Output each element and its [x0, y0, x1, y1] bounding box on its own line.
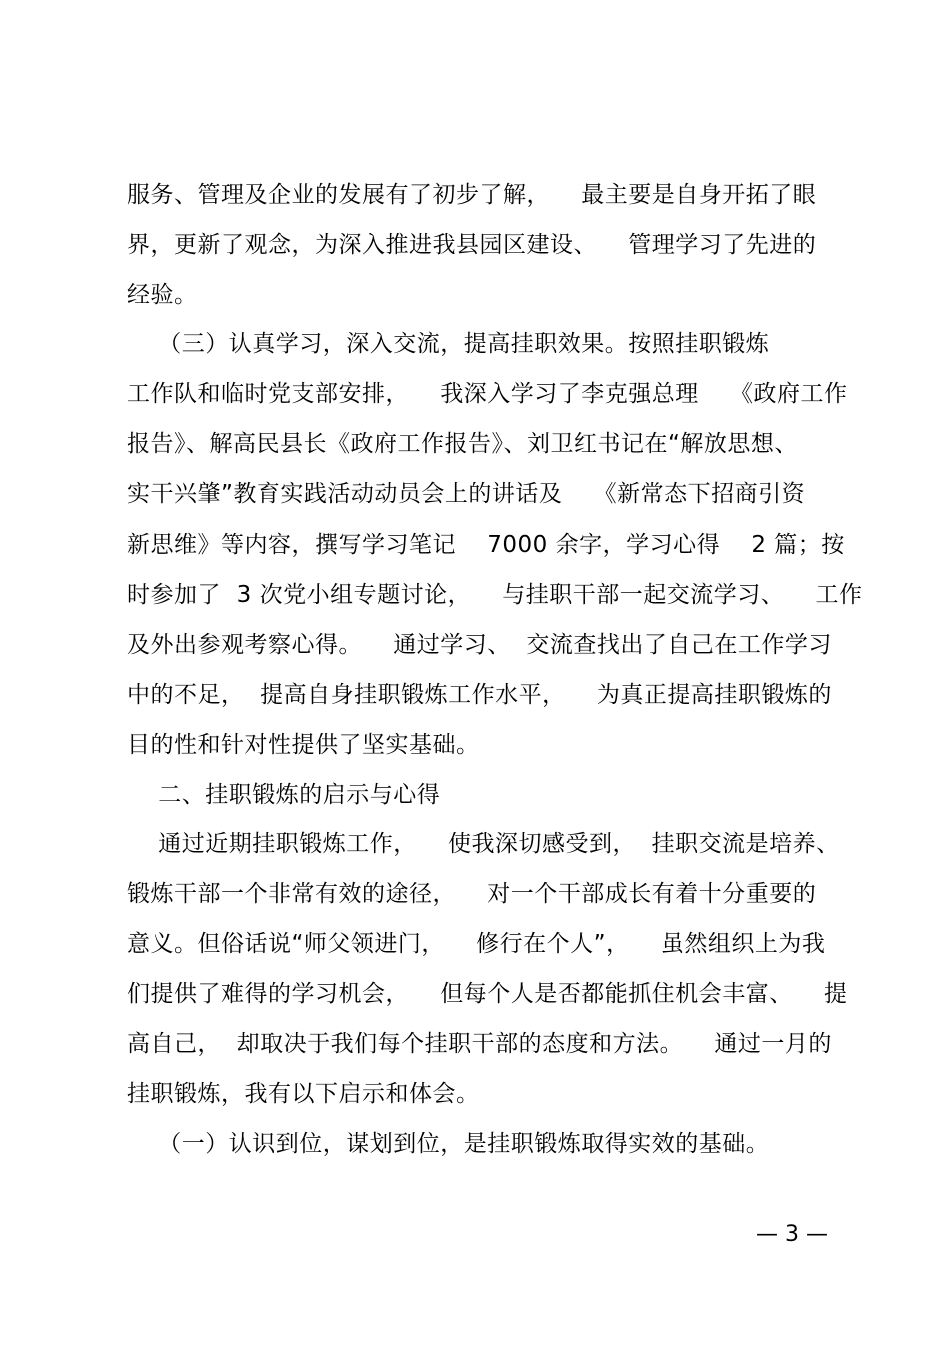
text-line: 目的性和针对性提供了坚实基础。 [127, 732, 480, 758]
section-heading-two: 二、挂职锻炼的启示与心得 [127, 782, 441, 808]
text-line: 锻炼干部一个非常有效的途径， 对一个干部成长有着十分重要的 [127, 881, 817, 907]
text-line: 新思维》等内容，撰写学习笔记 7000 余字，学习心得 2 篇；按 [127, 532, 845, 558]
text-line: 意义。但俗话说“师父领进门， 修行在个人”， 虽然组织上为我 [127, 931, 826, 957]
text-line: 们提供了难得的学习机会， 但每个人是否都能抓住机会丰富、 提 [127, 981, 848, 1007]
section-heading-one: （一）认识到位，谋划到位，是挂职锻炼取得实效的基础。 [127, 1131, 770, 1157]
text-line: 界，更新了观念，为深入推进我县园区建设、 管理学习了先进的 [127, 232, 817, 258]
section-heading-three: （三）认真学习，深入交流，提高挂职效果。按照挂职锻炼 [127, 331, 770, 357]
text-line: 挂职锻炼，我有以下启示和体会。 [127, 1081, 480, 1107]
text-line: 时参加了 3 次党小组专题讨论， 与挂职干部一起交流学习、 工作 [127, 582, 863, 608]
page-number: — 3 — [756, 1222, 828, 1247]
text-line: 工作队和临时党支部安排， 我深入学习了李克强总理 《政府工作 [127, 381, 848, 407]
text-line: 报告》、解高民县长《政府工作报告》、刘卫红书记在“解放思想、 [127, 431, 798, 457]
text-line: 及外出参观考察心得。 通过学习、 交流查找出了自己在工作学习 [127, 632, 832, 658]
text-line: 服务、管理及企业的发展有了初步了解， 最主要是自身开拓了眼 [127, 182, 817, 208]
text-line: 实干兴肇”教育实践活动动员会上的讲话及 《新常态下招商引资 [127, 481, 806, 507]
text-line: 通过近期挂职锻炼工作， 使我深切感受到， 挂职交流是培养、 [127, 831, 840, 857]
text-line: 经验。 [127, 282, 198, 308]
text-line: 高自己， 却取决于我们每个挂职干部的态度和方法。 通过一月的 [127, 1031, 832, 1057]
text-line: 中的不足， 提高自身挂职锻炼工作水平， 为真正提高挂职锻炼的 [127, 682, 832, 708]
